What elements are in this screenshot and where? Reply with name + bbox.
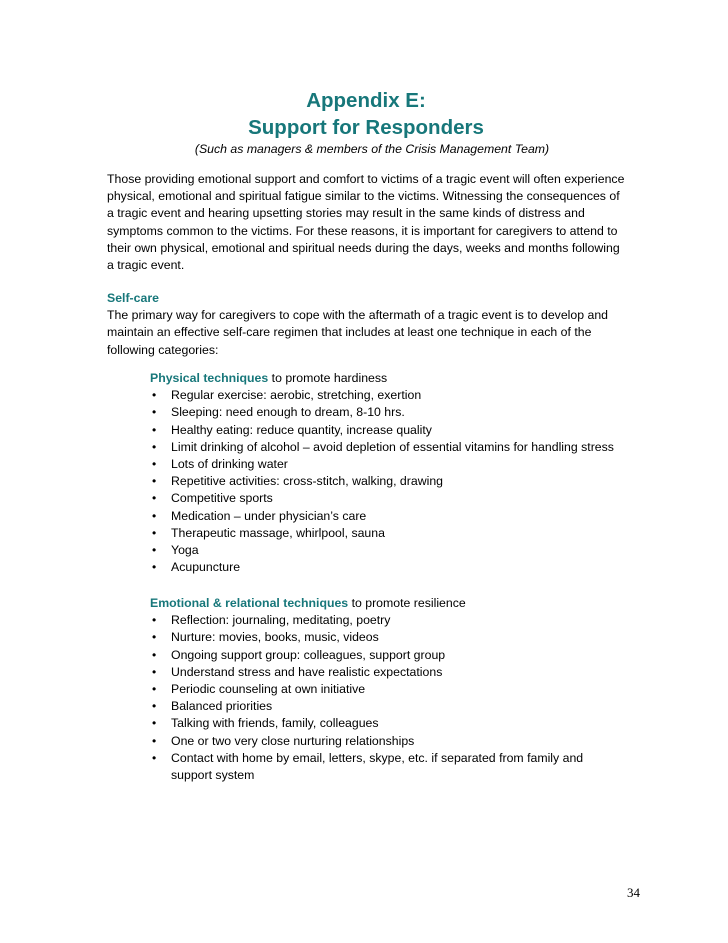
self-care-text: The primary way for caregivers to cope with the aftermath of a tragic event is to develop and maintain an effective self-care regimen that includes at least one technique in each of the following categories: — [107, 308, 609, 357]
bullet-icon: • — [152, 613, 157, 628]
list-item-text: Contact with home by email, letters, skype, etc. if separated from family and support system — [171, 750, 584, 783]
list-item-text: Lots of drinking water — [171, 457, 288, 472]
list-item-text: Sleeping: need enough to dream, 8-10 hrs. — [171, 405, 405, 420]
emotional-techniques-suffix: to promote resilience — [348, 596, 466, 610]
self-care-section — [107, 290, 627, 359]
list-item — [150, 404, 620, 421]
appendix-title: Appendix E: — [306, 89, 426, 112]
list-item-text: One or two very close nurturing relationships — [171, 733, 415, 748]
appendix-subtitle-heading: Support for Responders — [248, 116, 484, 139]
list-item — [150, 525, 620, 542]
bullet-icon: • — [152, 388, 157, 403]
list-item — [150, 473, 620, 490]
appendix-audience-note: (Such as managers & members of the Crisis Management Team) — [194, 142, 550, 156]
list-item-text: Repetitive activities: cross-stitch, walking, drawing — [171, 474, 443, 489]
list-item-text: Ongoing support group: colleagues, support group — [171, 647, 446, 662]
emotional-techniques-heading: Emotional & relational techniques — [150, 596, 349, 610]
list-item-text: Competitive sports — [171, 491, 273, 506]
intro-paragraph: Those providing emotional support and comfort to victims of a tragic event will often experience physical, emotional and spiritual fatigue similar to the victims. Witnessing the consequences of a tragic event and hearing upsetting stories may result in the same kinds of distress and symptoms common to the victims. For these reasons, it is important for caregivers to attend to their own physical, emotional and spiritual needs during the days, weeks and months following a tragic event. — [107, 172, 625, 273]
page-number: 34 — [627, 885, 640, 900]
bullet-icon: • — [152, 647, 157, 662]
bullet-icon: • — [152, 508, 157, 523]
bullet-icon: • — [152, 630, 157, 645]
list-item — [150, 490, 620, 507]
list-item-text: Talking with friends, family, colleagues — [171, 716, 379, 731]
list-item — [150, 542, 620, 559]
list-item-text: Balanced priorities — [171, 699, 273, 714]
bullet-icon: • — [152, 525, 157, 540]
list-item — [150, 559, 620, 576]
list-item — [150, 681, 620, 698]
list-item-text: Regular exercise: aerobic, stretching, exertion — [171, 388, 422, 403]
bullet-icon: • — [152, 750, 157, 765]
bullet-icon: • — [152, 474, 157, 489]
list-item — [150, 508, 620, 525]
bullet-icon: • — [152, 682, 157, 697]
bullet-icon: • — [152, 664, 157, 679]
bullet-icon: • — [152, 716, 157, 731]
bullet-icon: • — [152, 543, 157, 558]
bullet-icon: • — [152, 491, 157, 506]
list-item — [150, 612, 620, 629]
self-care-heading: Self-care — [107, 291, 159, 305]
list-item-text: Medication – under physician’s care — [171, 508, 367, 523]
bullet-icon: • — [152, 699, 157, 714]
list-item — [150, 456, 620, 473]
bullet-icon: • — [152, 457, 157, 472]
list-item-text: Healthy eating: reduce quantity, increase quality — [171, 422, 432, 437]
list-item-text: Understand stress and have realistic expectations — [171, 664, 443, 679]
list-item-text: Yoga — [171, 543, 199, 558]
list-item — [150, 647, 620, 664]
physical-techniques-suffix: to promote hardiness — [268, 371, 388, 385]
list-item — [150, 698, 620, 715]
list-item-text: Acupuncture — [171, 560, 241, 575]
bullet-icon: • — [152, 422, 157, 437]
emotional-techniques-list — [150, 612, 620, 784]
list-item-text: Nurture: movies, books, music, videos — [171, 630, 379, 645]
bullet-icon: • — [152, 560, 157, 575]
bullet-icon: • — [152, 733, 157, 748]
list-item — [150, 733, 620, 750]
list-item — [150, 750, 620, 784]
emotional-techniques-heading-line — [150, 595, 620, 612]
emotional-techniques-section — [150, 595, 620, 784]
list-item — [150, 439, 620, 456]
list-item-text: Periodic counseling at own initiative — [171, 682, 366, 697]
bullet-icon: • — [152, 439, 157, 454]
list-item-text: Limit drinking of alcohol – avoid depletion of essential vitamins for handling stress — [171, 439, 614, 454]
list-item — [150, 422, 620, 439]
list-item — [150, 664, 620, 681]
list-item — [150, 715, 620, 732]
physical-techniques-list — [150, 387, 620, 576]
list-item-text: Reflection: journaling, meditating, poetry — [171, 613, 391, 628]
bullet-icon: • — [152, 405, 157, 420]
physical-techniques-section — [150, 370, 620, 576]
list-item-text: Therapeutic massage, whirlpool, sauna — [171, 525, 385, 540]
physical-techniques-heading-line — [150, 370, 620, 387]
physical-techniques-heading: Physical techniques — [150, 371, 269, 385]
list-item — [150, 629, 620, 646]
list-item — [150, 387, 620, 404]
